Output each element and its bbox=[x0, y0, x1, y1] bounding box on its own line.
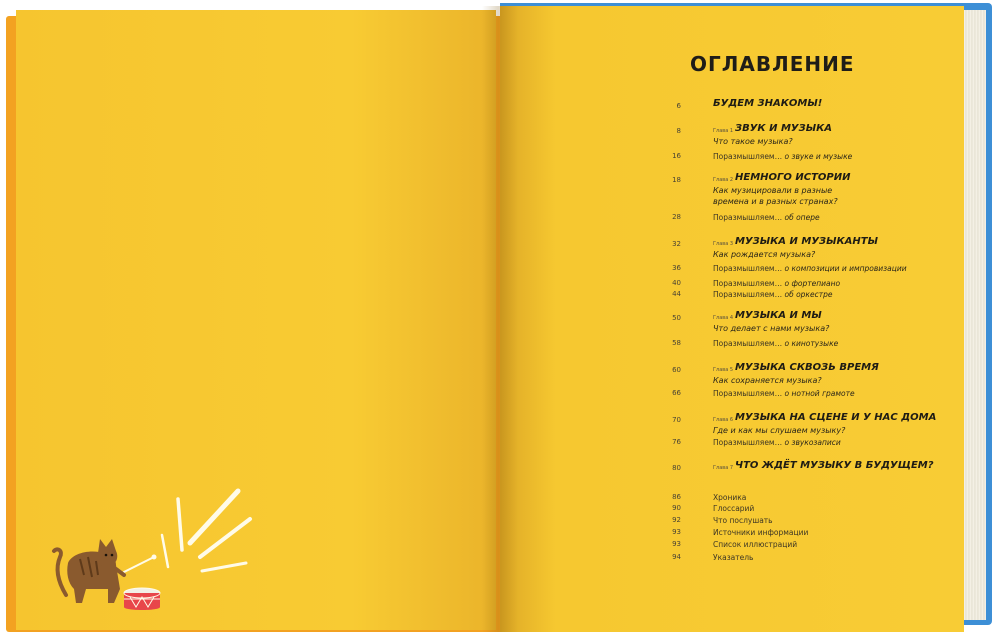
chapter-subtitle: Как сохраняется музыка? bbox=[713, 376, 822, 385]
chapter-subtitle: Где и как мы слушаем музыку? bbox=[713, 426, 846, 435]
toc-title: ОГЛАВЛЕНИЕ bbox=[690, 52, 855, 76]
toc-item bbox=[713, 553, 753, 562]
sound-line-icon bbox=[162, 535, 168, 567]
toc-item bbox=[713, 528, 808, 537]
toc-item bbox=[713, 339, 838, 348]
chapter-subtitle: Как музицировали в разные bbox=[713, 186, 833, 195]
page-number: 86 bbox=[672, 493, 681, 501]
page-number: 40 bbox=[672, 279, 681, 287]
chapter-label: Глава 5 bbox=[713, 367, 734, 373]
page-number: 50 bbox=[672, 314, 681, 322]
chapter-label: Глава 4 bbox=[713, 315, 734, 321]
toc-item-text: Источники информации bbox=[713, 528, 809, 537]
page-number: 94 bbox=[672, 553, 681, 561]
page-number: 6 bbox=[676, 102, 681, 110]
spine-shadow bbox=[482, 6, 518, 632]
page-number: 28 bbox=[672, 213, 681, 221]
toc-item bbox=[713, 152, 852, 161]
page-number: 32 bbox=[672, 240, 681, 248]
toc-item-prefix: Поразмышляем… bbox=[713, 290, 783, 299]
page-number: 76 bbox=[672, 438, 681, 446]
page-number: 93 bbox=[672, 528, 681, 536]
toc-item bbox=[713, 389, 855, 398]
chapter-subtitle: Как рождается музыка? bbox=[713, 250, 816, 259]
toc-item bbox=[713, 264, 907, 273]
chapter-label: Глава 3 bbox=[713, 241, 734, 247]
page-number: 60 bbox=[672, 366, 681, 374]
toc-item bbox=[713, 213, 820, 222]
chapter-title: МУЗЫКА И МЫ bbox=[735, 310, 822, 321]
toc-item bbox=[713, 279, 840, 288]
toc-item bbox=[713, 438, 841, 447]
page-number: 58 bbox=[672, 339, 681, 347]
sound-line-icon bbox=[202, 563, 246, 571]
toc-item-text: Хроника bbox=[713, 493, 747, 502]
toc-item-prefix: Поразмышляем… bbox=[713, 279, 783, 288]
toc-item-prefix: Поразмышляем… bbox=[713, 213, 783, 222]
chapter-title: ЗВУК И МУЗЫКА bbox=[735, 123, 832, 134]
chapter-title: ЧТО ЖДЁТ МУЗЫКУ В БУДУЩЕМ? bbox=[735, 460, 934, 471]
toc-item-text: Указатель bbox=[713, 553, 754, 562]
page-number: 36 bbox=[672, 264, 681, 272]
drum-icon bbox=[124, 588, 160, 610]
chapter-title: НЕМНОГО ИСТОРИИ bbox=[735, 172, 851, 183]
chapter-title: БУДЕМ ЗНАКОМЫ! bbox=[713, 98, 823, 109]
toc-item-text: Что послушать bbox=[713, 516, 773, 525]
chapter-title: МУЗЫКА СКВОЗЬ ВРЕМЯ bbox=[735, 362, 879, 373]
toc-item bbox=[713, 516, 773, 525]
toc-item bbox=[713, 290, 832, 299]
page-number: 44 bbox=[672, 290, 681, 298]
toc-item-prefix: Поразмышляем… bbox=[713, 389, 783, 398]
cat-drum-illustration bbox=[50, 485, 260, 615]
chapter-label: Глава 7 bbox=[713, 465, 734, 471]
toc-item-text: об опере bbox=[784, 213, 820, 222]
toc-item-text: Список иллюстраций bbox=[713, 540, 798, 549]
chapter-title: МУЗЫКА НА СЦЕНЕ И У НАС ДОМА bbox=[735, 412, 937, 423]
page-number: 16 bbox=[672, 152, 681, 160]
sound-line-icon bbox=[178, 499, 182, 550]
chapter-label: Глава 1 bbox=[713, 128, 734, 134]
toc-item-text: о фортепиано bbox=[784, 279, 841, 288]
toc-item-text: о кинотузыке bbox=[784, 339, 839, 348]
page-number: 93 bbox=[672, 540, 681, 548]
chapter-subtitle: Что делает с нами музыка? bbox=[713, 324, 830, 333]
toc-item-text: о звуке и музыке bbox=[784, 152, 853, 161]
toc-item-prefix: Поразмышляем… bbox=[713, 152, 783, 161]
toc-item bbox=[713, 504, 754, 513]
toc-item bbox=[713, 540, 797, 549]
toc-item-prefix: Поразмышляем… bbox=[713, 339, 783, 348]
page-number: 90 bbox=[672, 504, 681, 512]
chapter-label: Глава 2 bbox=[713, 177, 734, 183]
page-number: 70 bbox=[672, 416, 681, 424]
chapter-title: МУЗЫКА И МУЗЫКАНТЫ bbox=[735, 236, 878, 247]
page-number: 80 bbox=[672, 464, 681, 472]
toc-item-text: о нотной грамоте bbox=[784, 389, 855, 398]
toc-item-prefix: Поразмышляем… bbox=[713, 438, 783, 447]
chapter-label: Глава 6 bbox=[713, 417, 734, 423]
toc-item bbox=[713, 493, 746, 502]
cat-icon bbox=[54, 539, 124, 603]
toc-item-text: Глоссарий bbox=[713, 504, 755, 513]
chapter-subtitle: Что такое музыка? bbox=[713, 137, 793, 146]
toc-item-text: о композиции и импровизации bbox=[784, 264, 907, 273]
page-number: 92 bbox=[672, 516, 681, 524]
toc-item-text: об оркестре bbox=[784, 290, 833, 299]
chapter-subtitle: времена и в разных странах? bbox=[713, 197, 838, 206]
page-number: 66 bbox=[672, 389, 681, 397]
page-number: 18 bbox=[672, 176, 681, 184]
page-number: 8 bbox=[676, 127, 681, 135]
toc-item-prefix: Поразмышляем… bbox=[713, 264, 783, 273]
toc-item-text: о звукозаписи bbox=[784, 438, 841, 447]
